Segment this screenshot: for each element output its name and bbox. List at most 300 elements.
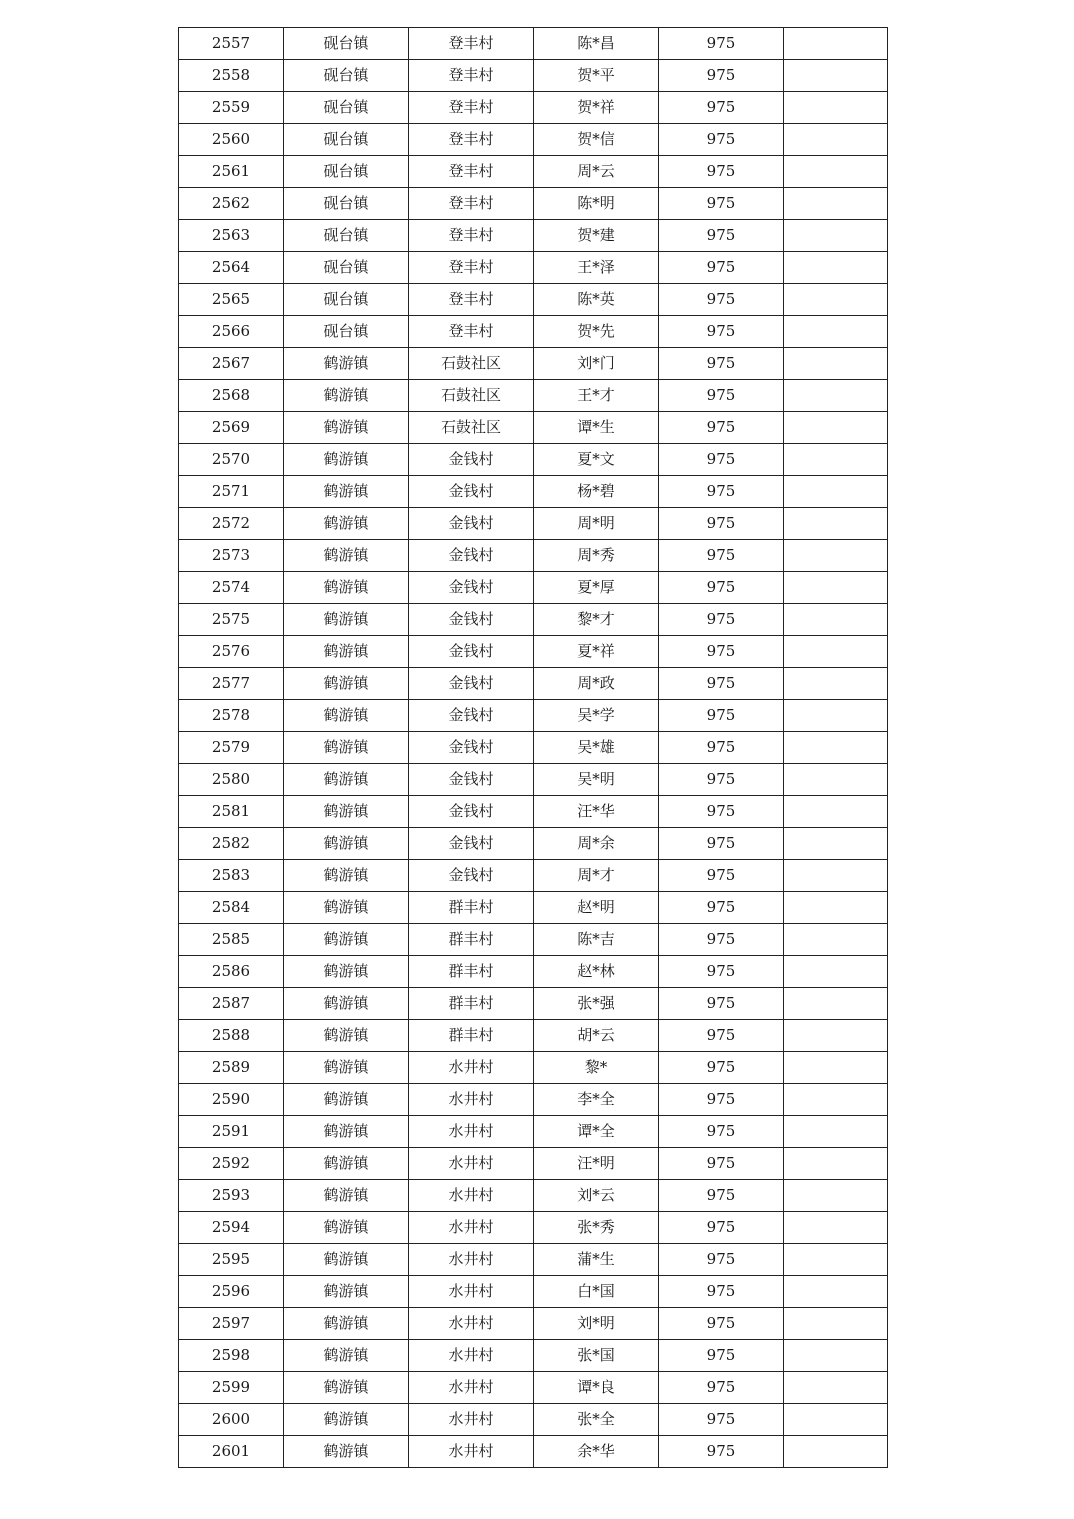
row-number: 2598 bbox=[179, 1340, 284, 1372]
row-number: 2582 bbox=[179, 828, 284, 860]
name-cell: 吴*明 bbox=[534, 764, 659, 796]
table-row bbox=[179, 860, 888, 892]
remark-cell bbox=[784, 1180, 888, 1212]
table-row bbox=[179, 604, 888, 636]
table-body bbox=[179, 28, 888, 1468]
row-number: 2568 bbox=[179, 380, 284, 412]
row-number: 2580 bbox=[179, 764, 284, 796]
name-cell: 刘*云 bbox=[534, 1180, 659, 1212]
remark-cell bbox=[784, 1308, 888, 1340]
table-row bbox=[179, 412, 888, 444]
amount-cell: 975 bbox=[659, 956, 784, 988]
town-cell: 鹤游镇 bbox=[284, 380, 409, 412]
row-number: 2572 bbox=[179, 508, 284, 540]
row-number: 2585 bbox=[179, 924, 284, 956]
village-cell: 登丰村 bbox=[409, 284, 534, 316]
row-number: 2589 bbox=[179, 1052, 284, 1084]
remark-cell bbox=[784, 604, 888, 636]
name-cell: 黎*才 bbox=[534, 604, 659, 636]
remark-cell bbox=[784, 28, 888, 60]
table-row bbox=[179, 188, 888, 220]
town-cell: 鹤游镇 bbox=[284, 700, 409, 732]
town-cell: 鹤游镇 bbox=[284, 1020, 409, 1052]
row-number: 2560 bbox=[179, 124, 284, 156]
name-cell: 夏*厚 bbox=[534, 572, 659, 604]
name-cell: 夏*祥 bbox=[534, 636, 659, 668]
name-cell: 谭*良 bbox=[534, 1372, 659, 1404]
amount-cell: 975 bbox=[659, 1372, 784, 1404]
table-row bbox=[179, 1116, 888, 1148]
town-cell: 鹤游镇 bbox=[284, 668, 409, 700]
name-cell: 陈*明 bbox=[534, 188, 659, 220]
village-cell: 金钱村 bbox=[409, 700, 534, 732]
name-cell: 贺*祥 bbox=[534, 92, 659, 124]
row-number: 2599 bbox=[179, 1372, 284, 1404]
remark-cell bbox=[784, 1404, 888, 1436]
name-cell: 张*秀 bbox=[534, 1212, 659, 1244]
town-cell: 鹤游镇 bbox=[284, 828, 409, 860]
remark-cell bbox=[784, 1020, 888, 1052]
table-row bbox=[179, 1020, 888, 1052]
name-cell: 余*华 bbox=[534, 1436, 659, 1468]
table-row bbox=[179, 1052, 888, 1084]
remark-cell bbox=[784, 764, 888, 796]
village-cell: 群丰村 bbox=[409, 892, 534, 924]
name-cell: 周*明 bbox=[534, 508, 659, 540]
name-cell: 夏*文 bbox=[534, 444, 659, 476]
row-number: 2557 bbox=[179, 28, 284, 60]
amount-cell: 975 bbox=[659, 1052, 784, 1084]
amount-cell: 975 bbox=[659, 1308, 784, 1340]
data-table bbox=[178, 27, 888, 1468]
row-number: 2584 bbox=[179, 892, 284, 924]
table-row bbox=[179, 476, 888, 508]
village-cell: 金钱村 bbox=[409, 476, 534, 508]
remark-cell bbox=[784, 1436, 888, 1468]
table-row bbox=[179, 380, 888, 412]
village-cell: 登丰村 bbox=[409, 220, 534, 252]
row-number: 2573 bbox=[179, 540, 284, 572]
amount-cell: 975 bbox=[659, 508, 784, 540]
town-cell: 鹤游镇 bbox=[284, 1404, 409, 1436]
amount-cell: 975 bbox=[659, 1180, 784, 1212]
village-cell: 金钱村 bbox=[409, 828, 534, 860]
remark-cell bbox=[784, 284, 888, 316]
village-cell: 石鼓社区 bbox=[409, 380, 534, 412]
amount-cell: 975 bbox=[659, 892, 784, 924]
amount-cell: 975 bbox=[659, 988, 784, 1020]
town-cell: 砚台镇 bbox=[284, 124, 409, 156]
amount-cell: 975 bbox=[659, 1116, 784, 1148]
table-row bbox=[179, 892, 888, 924]
amount-cell: 975 bbox=[659, 60, 784, 92]
remark-cell bbox=[784, 1212, 888, 1244]
table-row bbox=[179, 956, 888, 988]
remark-cell bbox=[784, 1116, 888, 1148]
town-cell: 鹤游镇 bbox=[284, 1308, 409, 1340]
table-row bbox=[179, 1084, 888, 1116]
table-row bbox=[179, 924, 888, 956]
town-cell: 鹤游镇 bbox=[284, 412, 409, 444]
row-number: 2601 bbox=[179, 1436, 284, 1468]
row-number: 2571 bbox=[179, 476, 284, 508]
town-cell: 鹤游镇 bbox=[284, 732, 409, 764]
name-cell: 周*秀 bbox=[534, 540, 659, 572]
amount-cell: 975 bbox=[659, 1340, 784, 1372]
name-cell: 贺*信 bbox=[534, 124, 659, 156]
town-cell: 砚台镇 bbox=[284, 316, 409, 348]
name-cell: 张*全 bbox=[534, 1404, 659, 1436]
row-number: 2562 bbox=[179, 188, 284, 220]
village-cell: 金钱村 bbox=[409, 764, 534, 796]
name-cell: 赵*林 bbox=[534, 956, 659, 988]
row-number: 2596 bbox=[179, 1276, 284, 1308]
amount-cell: 975 bbox=[659, 1084, 784, 1116]
amount-cell: 975 bbox=[659, 764, 784, 796]
village-cell: 水井村 bbox=[409, 1148, 534, 1180]
row-number: 2597 bbox=[179, 1308, 284, 1340]
village-cell: 水井村 bbox=[409, 1212, 534, 1244]
name-cell: 贺*先 bbox=[534, 316, 659, 348]
village-cell: 水井村 bbox=[409, 1116, 534, 1148]
amount-cell: 975 bbox=[659, 284, 784, 316]
row-number: 2593 bbox=[179, 1180, 284, 1212]
town-cell: 鹤游镇 bbox=[284, 636, 409, 668]
amount-cell: 975 bbox=[659, 1276, 784, 1308]
table-row bbox=[179, 572, 888, 604]
village-cell: 金钱村 bbox=[409, 508, 534, 540]
name-cell: 王*才 bbox=[534, 380, 659, 412]
row-number: 2575 bbox=[179, 604, 284, 636]
village-cell: 水井村 bbox=[409, 1308, 534, 1340]
amount-cell: 975 bbox=[659, 28, 784, 60]
village-cell: 水井村 bbox=[409, 1372, 534, 1404]
amount-cell: 975 bbox=[659, 220, 784, 252]
village-cell: 登丰村 bbox=[409, 316, 534, 348]
remark-cell bbox=[784, 796, 888, 828]
table-row bbox=[179, 988, 888, 1020]
remark-cell bbox=[784, 572, 888, 604]
row-number: 2559 bbox=[179, 92, 284, 124]
table-row bbox=[179, 796, 888, 828]
name-cell: 周*政 bbox=[534, 668, 659, 700]
village-cell: 登丰村 bbox=[409, 92, 534, 124]
name-cell: 周*才 bbox=[534, 860, 659, 892]
table-row bbox=[179, 348, 888, 380]
village-cell: 金钱村 bbox=[409, 860, 534, 892]
village-cell: 登丰村 bbox=[409, 188, 534, 220]
table-row bbox=[179, 92, 888, 124]
town-cell: 鹤游镇 bbox=[284, 1180, 409, 1212]
row-number: 2563 bbox=[179, 220, 284, 252]
village-cell: 水井村 bbox=[409, 1276, 534, 1308]
remark-cell bbox=[784, 252, 888, 284]
town-cell: 砚台镇 bbox=[284, 252, 409, 284]
remark-cell bbox=[784, 956, 888, 988]
remark-cell bbox=[784, 1148, 888, 1180]
town-cell: 砚台镇 bbox=[284, 188, 409, 220]
town-cell: 鹤游镇 bbox=[284, 1212, 409, 1244]
table-row bbox=[179, 1404, 888, 1436]
amount-cell: 975 bbox=[659, 572, 784, 604]
table-row bbox=[179, 252, 888, 284]
amount-cell: 975 bbox=[659, 1244, 784, 1276]
amount-cell: 975 bbox=[659, 124, 784, 156]
remark-cell bbox=[784, 892, 888, 924]
row-number: 2566 bbox=[179, 316, 284, 348]
remark-cell bbox=[784, 636, 888, 668]
town-cell: 鹤游镇 bbox=[284, 476, 409, 508]
row-number: 2581 bbox=[179, 796, 284, 828]
town-cell: 鹤游镇 bbox=[284, 508, 409, 540]
town-cell: 鹤游镇 bbox=[284, 604, 409, 636]
amount-cell: 975 bbox=[659, 412, 784, 444]
village-cell: 金钱村 bbox=[409, 636, 534, 668]
town-cell: 砚台镇 bbox=[284, 156, 409, 188]
village-cell: 金钱村 bbox=[409, 604, 534, 636]
amount-cell: 975 bbox=[659, 156, 784, 188]
row-number: 2574 bbox=[179, 572, 284, 604]
amount-cell: 975 bbox=[659, 476, 784, 508]
row-number: 2583 bbox=[179, 860, 284, 892]
table-row bbox=[179, 1212, 888, 1244]
amount-cell: 975 bbox=[659, 668, 784, 700]
village-cell: 水井村 bbox=[409, 1084, 534, 1116]
amount-cell: 975 bbox=[659, 1148, 784, 1180]
table-row bbox=[179, 444, 888, 476]
name-cell: 陈*昌 bbox=[534, 28, 659, 60]
name-cell: 贺*建 bbox=[534, 220, 659, 252]
amount-cell: 975 bbox=[659, 796, 784, 828]
name-cell: 杨*碧 bbox=[534, 476, 659, 508]
table-row bbox=[179, 1180, 888, 1212]
village-cell: 群丰村 bbox=[409, 924, 534, 956]
amount-cell: 975 bbox=[659, 380, 784, 412]
remark-cell bbox=[784, 988, 888, 1020]
remark-cell bbox=[784, 508, 888, 540]
village-cell: 群丰村 bbox=[409, 1020, 534, 1052]
village-cell: 水井村 bbox=[409, 1052, 534, 1084]
amount-cell: 975 bbox=[659, 316, 784, 348]
name-cell: 蒲*生 bbox=[534, 1244, 659, 1276]
remark-cell bbox=[784, 380, 888, 412]
village-cell: 群丰村 bbox=[409, 988, 534, 1020]
town-cell: 鹤游镇 bbox=[284, 1372, 409, 1404]
amount-cell: 975 bbox=[659, 444, 784, 476]
amount-cell: 975 bbox=[659, 540, 784, 572]
remark-cell bbox=[784, 476, 888, 508]
amount-cell: 975 bbox=[659, 924, 784, 956]
name-cell: 胡*云 bbox=[534, 1020, 659, 1052]
table-row bbox=[179, 284, 888, 316]
amount-cell: 975 bbox=[659, 860, 784, 892]
table-row bbox=[179, 732, 888, 764]
table-row bbox=[179, 316, 888, 348]
row-number: 2590 bbox=[179, 1084, 284, 1116]
table-row bbox=[179, 508, 888, 540]
table-row bbox=[179, 1276, 888, 1308]
remark-cell bbox=[784, 1244, 888, 1276]
village-cell: 金钱村 bbox=[409, 668, 534, 700]
remark-cell bbox=[784, 1052, 888, 1084]
table-row bbox=[179, 156, 888, 188]
remark-cell bbox=[784, 668, 888, 700]
remark-cell bbox=[784, 60, 888, 92]
remark-cell bbox=[784, 860, 888, 892]
row-number: 2558 bbox=[179, 60, 284, 92]
row-number: 2579 bbox=[179, 732, 284, 764]
table-row bbox=[179, 28, 888, 60]
remark-cell bbox=[784, 1372, 888, 1404]
village-cell: 登丰村 bbox=[409, 60, 534, 92]
town-cell: 鹤游镇 bbox=[284, 924, 409, 956]
table-row bbox=[179, 220, 888, 252]
amount-cell: 975 bbox=[659, 92, 784, 124]
remark-cell bbox=[784, 412, 888, 444]
village-cell: 水井村 bbox=[409, 1340, 534, 1372]
remark-cell bbox=[784, 828, 888, 860]
amount-cell: 975 bbox=[659, 604, 784, 636]
name-cell: 周*云 bbox=[534, 156, 659, 188]
row-number: 2569 bbox=[179, 412, 284, 444]
amount-cell: 975 bbox=[659, 1404, 784, 1436]
village-cell: 水井村 bbox=[409, 1404, 534, 1436]
name-cell: 谭*全 bbox=[534, 1116, 659, 1148]
name-cell: 赵*明 bbox=[534, 892, 659, 924]
name-cell: 张*国 bbox=[534, 1340, 659, 1372]
town-cell: 鹤游镇 bbox=[284, 540, 409, 572]
amount-cell: 975 bbox=[659, 188, 784, 220]
name-cell: 李*全 bbox=[534, 1084, 659, 1116]
town-cell: 鹤游镇 bbox=[284, 1148, 409, 1180]
town-cell: 鹤游镇 bbox=[284, 1084, 409, 1116]
town-cell: 鹤游镇 bbox=[284, 1244, 409, 1276]
name-cell: 周*余 bbox=[534, 828, 659, 860]
table-row bbox=[179, 1372, 888, 1404]
amount-cell: 975 bbox=[659, 1212, 784, 1244]
amount-cell: 975 bbox=[659, 828, 784, 860]
amount-cell: 975 bbox=[659, 1436, 784, 1468]
row-number: 2594 bbox=[179, 1212, 284, 1244]
remark-cell bbox=[784, 188, 888, 220]
name-cell: 谭*生 bbox=[534, 412, 659, 444]
village-cell: 金钱村 bbox=[409, 444, 534, 476]
remark-cell bbox=[784, 732, 888, 764]
remark-cell bbox=[784, 348, 888, 380]
name-cell: 汪*华 bbox=[534, 796, 659, 828]
amount-cell: 975 bbox=[659, 636, 784, 668]
town-cell: 砚台镇 bbox=[284, 28, 409, 60]
amount-cell: 975 bbox=[659, 732, 784, 764]
table-row bbox=[179, 636, 888, 668]
town-cell: 鹤游镇 bbox=[284, 796, 409, 828]
town-cell: 鹤游镇 bbox=[284, 1276, 409, 1308]
table-row bbox=[179, 668, 888, 700]
town-cell: 鹤游镇 bbox=[284, 764, 409, 796]
town-cell: 鹤游镇 bbox=[284, 1340, 409, 1372]
table-row bbox=[179, 1340, 888, 1372]
remark-cell bbox=[784, 700, 888, 732]
table-row bbox=[179, 540, 888, 572]
town-cell: 砚台镇 bbox=[284, 220, 409, 252]
village-cell: 登丰村 bbox=[409, 252, 534, 284]
row-number: 2567 bbox=[179, 348, 284, 380]
village-cell: 水井村 bbox=[409, 1180, 534, 1212]
row-number: 2577 bbox=[179, 668, 284, 700]
row-number: 2588 bbox=[179, 1020, 284, 1052]
name-cell: 陈*英 bbox=[534, 284, 659, 316]
row-number: 2592 bbox=[179, 1148, 284, 1180]
name-cell: 陈*吉 bbox=[534, 924, 659, 956]
town-cell: 鹤游镇 bbox=[284, 860, 409, 892]
name-cell: 汪*明 bbox=[534, 1148, 659, 1180]
name-cell: 吴*雄 bbox=[534, 732, 659, 764]
table-row bbox=[179, 1148, 888, 1180]
remark-cell bbox=[784, 124, 888, 156]
row-number: 2570 bbox=[179, 444, 284, 476]
remark-cell bbox=[784, 444, 888, 476]
village-cell: 石鼓社区 bbox=[409, 412, 534, 444]
remark-cell bbox=[784, 316, 888, 348]
row-number: 2578 bbox=[179, 700, 284, 732]
name-cell: 白*国 bbox=[534, 1276, 659, 1308]
town-cell: 鹤游镇 bbox=[284, 956, 409, 988]
town-cell: 鹤游镇 bbox=[284, 444, 409, 476]
name-cell: 刘*明 bbox=[534, 1308, 659, 1340]
amount-cell: 975 bbox=[659, 1020, 784, 1052]
row-number: 2595 bbox=[179, 1244, 284, 1276]
village-cell: 金钱村 bbox=[409, 540, 534, 572]
remark-cell bbox=[784, 1276, 888, 1308]
table-row bbox=[179, 1308, 888, 1340]
village-cell: 水井村 bbox=[409, 1436, 534, 1468]
row-number: 2564 bbox=[179, 252, 284, 284]
town-cell: 砚台镇 bbox=[284, 92, 409, 124]
village-cell: 水井村 bbox=[409, 1244, 534, 1276]
row-number: 2576 bbox=[179, 636, 284, 668]
table-row bbox=[179, 60, 888, 92]
village-cell: 金钱村 bbox=[409, 796, 534, 828]
name-cell: 黎* bbox=[534, 1052, 659, 1084]
row-number: 2561 bbox=[179, 156, 284, 188]
row-number: 2587 bbox=[179, 988, 284, 1020]
town-cell: 鹤游镇 bbox=[284, 988, 409, 1020]
village-cell: 群丰村 bbox=[409, 956, 534, 988]
village-cell: 金钱村 bbox=[409, 732, 534, 764]
table-row bbox=[179, 700, 888, 732]
remark-cell bbox=[784, 924, 888, 956]
table-row bbox=[179, 1436, 888, 1468]
remark-cell bbox=[784, 1340, 888, 1372]
town-cell: 鹤游镇 bbox=[284, 572, 409, 604]
table-row bbox=[179, 1244, 888, 1276]
town-cell: 鹤游镇 bbox=[284, 348, 409, 380]
row-number: 2600 bbox=[179, 1404, 284, 1436]
name-cell: 吴*学 bbox=[534, 700, 659, 732]
remark-cell bbox=[784, 1084, 888, 1116]
village-cell: 石鼓社区 bbox=[409, 348, 534, 380]
town-cell: 鹤游镇 bbox=[284, 1436, 409, 1468]
remark-cell bbox=[784, 540, 888, 572]
table-row bbox=[179, 764, 888, 796]
town-cell: 砚台镇 bbox=[284, 60, 409, 92]
town-cell: 砚台镇 bbox=[284, 284, 409, 316]
amount-cell: 975 bbox=[659, 700, 784, 732]
table-row bbox=[179, 124, 888, 156]
row-number: 2565 bbox=[179, 284, 284, 316]
name-cell: 张*强 bbox=[534, 988, 659, 1020]
row-number: 2586 bbox=[179, 956, 284, 988]
